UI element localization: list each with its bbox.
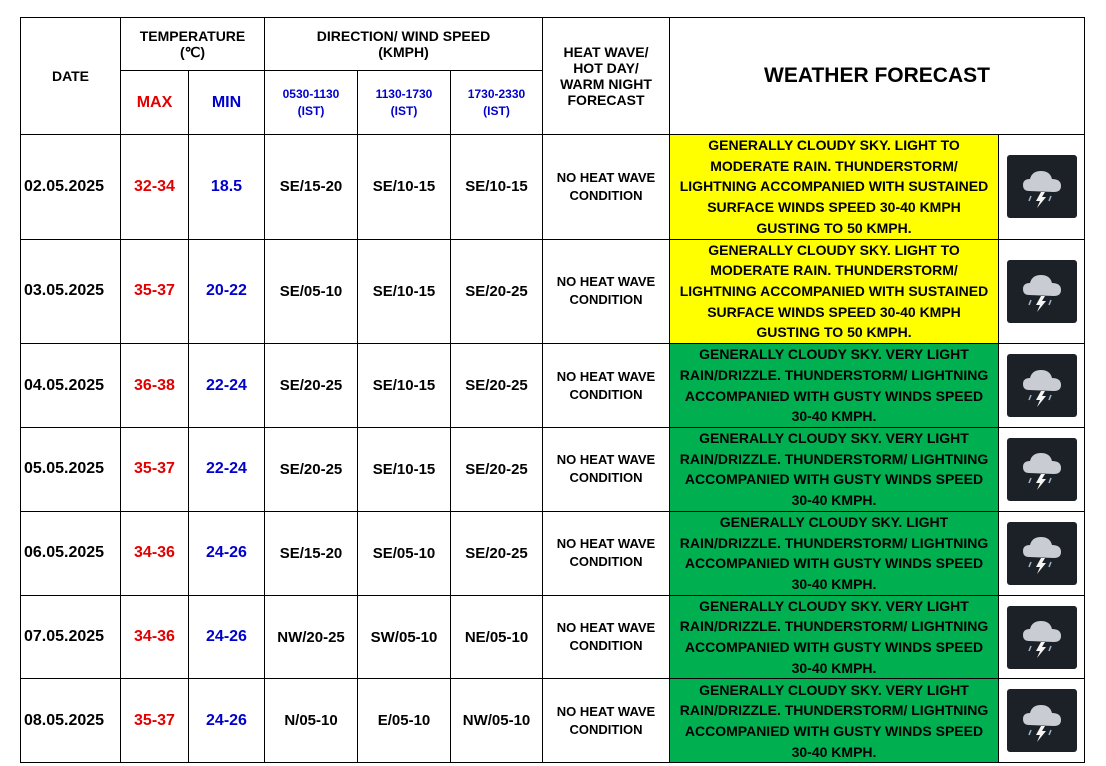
header-slot-3-ist: (IST) <box>483 103 510 118</box>
table-row <box>21 511 1085 595</box>
row-heatwave: NO HEAT WAVE CONDITION <box>543 344 670 428</box>
row-forecast-icon-cell <box>999 239 1085 344</box>
thunderstorm-icon <box>1007 438 1077 501</box>
header-temperature-unit: (℃) <box>179 44 206 60</box>
row-wind-slot-3: SE/20-25 <box>451 511 543 595</box>
row-forecast-text: GENERALLY CLOUDY SKY. LIGHT TO MODERATE RAIN. THUNDERSTORM/ LIGHTNING ACCOMPANIED WITH SUSTAINED SURFACE WINDS SPEED 30-40 KMPH GUSTING TO 50 KMPH. <box>670 135 999 240</box>
row-min-temp: 24-26 <box>189 511 265 595</box>
row-forecast-icon-cell <box>999 511 1085 595</box>
row-date: 07.05.2025 <box>21 595 121 679</box>
header-wind <box>265 18 543 71</box>
row-heatwave: NO HEAT WAVE CONDITION <box>543 135 670 240</box>
header-slot-2-ist: (IST) <box>390 103 418 118</box>
row-min-temp: 18.5 <box>189 135 265 240</box>
header-wind-unit: (KMPH) <box>378 44 429 60</box>
row-max-temp: 34-36 <box>121 595 189 679</box>
header-slot-3-time: 1730-2330 <box>467 86 526 101</box>
row-max-temp: 35-37 <box>121 428 189 512</box>
row-min-temp: 22-24 <box>189 344 265 428</box>
header-weather-forecast: WEATHER FORECAST <box>670 18 1085 135</box>
row-wind-slot-1: SE/05-10 <box>265 239 358 344</box>
row-wind-slot-3: SE/10-15 <box>451 135 543 240</box>
header-slot-1-ist: (IST) <box>297 103 325 118</box>
row-wind-slot-3: NW/05-10 <box>451 679 543 763</box>
row-forecast-text: GENERALLY CLOUDY SKY. VERY LIGHT RAIN/DRIZZLE. THUNDERSTORM/ LIGHTNING ACCOMPANIED WITH GUSTY WINDS SPEED 30-40 KMPH. <box>670 679 999 763</box>
forecast-table <box>20 17 1085 763</box>
thunderstorm-icon <box>1007 689 1077 752</box>
header-slot-2-time: 1130-1730 <box>375 86 433 101</box>
row-heatwave: NO HEAT WAVE CONDITION <box>543 595 670 679</box>
row-max-temp: 34-36 <box>121 511 189 595</box>
row-wind-slot-2: SE/05-10 <box>358 511 451 595</box>
row-forecast-text: GENERALLY CLOUDY SKY. LIGHT TO MODERATE RAIN. THUNDERSTORM/ LIGHTNING ACCOMPANIED WITH SUSTAINED SURFACE WINDS SPEED 30-40 KMPH GUSTING TO 50 KMPH. <box>670 239 999 344</box>
header-slot-2 <box>358 71 451 135</box>
header-max: MAX <box>121 71 189 135</box>
row-date: 06.05.2025 <box>21 511 121 595</box>
table-row <box>21 595 1085 679</box>
row-max-temp: 32-34 <box>121 135 189 240</box>
table-row <box>21 344 1085 428</box>
row-date: 05.05.2025 <box>21 428 121 512</box>
header-slot-1-time: 0530-1130 <box>282 86 340 101</box>
row-wind-slot-1: NW/20-25 <box>265 595 358 679</box>
header-wind-label: DIRECTION/ WIND SPEED <box>316 28 491 44</box>
row-date: 04.05.2025 <box>21 344 121 428</box>
header-temperature <box>121 18 265 71</box>
row-wind-slot-2: SE/10-15 <box>358 239 451 344</box>
row-date: 02.05.2025 <box>21 135 121 240</box>
row-forecast-icon-cell <box>999 135 1085 240</box>
row-wind-slot-3: SE/20-25 <box>451 428 543 512</box>
row-forecast-text: GENERALLY CLOUDY SKY. LIGHT RAIN/DRIZZLE. THUNDERSTORM/ LIGHTNING ACCOMPANIED WITH GUSTY WINDS SPEED 30-40 KMPH. <box>670 511 999 595</box>
header-slot-1 <box>265 71 358 135</box>
row-wind-slot-2: SE/10-15 <box>358 344 451 428</box>
header-min: MIN <box>189 71 265 135</box>
row-min-temp: 24-26 <box>189 595 265 679</box>
row-wind-slot-1: SE/15-20 <box>265 135 358 240</box>
row-forecast-icon-cell <box>999 428 1085 512</box>
row-min-temp: 24-26 <box>189 679 265 763</box>
row-wind-slot-2: SW/05-10 <box>358 595 451 679</box>
row-heatwave: NO HEAT WAVE CONDITION <box>543 239 670 344</box>
row-min-temp: 22-24 <box>189 428 265 512</box>
table-row <box>21 679 1085 763</box>
row-date: 03.05.2025 <box>21 239 121 344</box>
row-wind-slot-3: NE/05-10 <box>451 595 543 679</box>
row-forecast-icon-cell <box>999 679 1085 763</box>
row-heatwave: NO HEAT WAVE CONDITION <box>543 679 670 763</box>
row-heatwave: NO HEAT WAVE CONDITION <box>543 511 670 595</box>
thunderstorm-icon <box>1007 260 1077 323</box>
row-wind-slot-1: SE/15-20 <box>265 511 358 595</box>
row-forecast-text: GENERALLY CLOUDY SKY. VERY LIGHT RAIN/DRIZZLE. THUNDERSTORM/ LIGHTNING ACCOMPANIED WITH GUSTY WINDS SPEED 30-40 KMPH. <box>670 595 999 679</box>
row-date: 08.05.2025 <box>21 679 121 763</box>
header-slot-3 <box>451 71 543 135</box>
row-wind-slot-2: SE/10-15 <box>358 135 451 240</box>
row-wind-slot-3: SE/20-25 <box>451 344 543 428</box>
header-heatwave: HEAT WAVE/ HOT DAY/ WARM NIGHT FORECAST <box>543 18 670 135</box>
row-forecast-text: GENERALLY CLOUDY SKY. VERY LIGHT RAIN/DRIZZLE. THUNDERSTORM/ LIGHTNING ACCOMPANIED WITH GUSTY WINDS SPEED 30-40 KMPH. <box>670 344 999 428</box>
thunderstorm-icon <box>1007 606 1077 669</box>
row-wind-slot-2: E/05-10 <box>358 679 451 763</box>
row-wind-slot-2: SE/10-15 <box>358 428 451 512</box>
header-date: DATE <box>21 18 121 135</box>
row-forecast-text: GENERALLY CLOUDY SKY. VERY LIGHT RAIN/DRIZZLE. THUNDERSTORM/ LIGHTNING ACCOMPANIED WITH GUSTY WINDS SPEED 30-40 KMPH. <box>670 428 999 512</box>
row-max-temp: 35-37 <box>121 679 189 763</box>
row-max-temp: 36-38 <box>121 344 189 428</box>
table-row <box>21 428 1085 512</box>
row-min-temp: 20-22 <box>189 239 265 344</box>
row-wind-slot-3: SE/20-25 <box>451 239 543 344</box>
row-forecast-icon-cell <box>999 344 1085 428</box>
row-forecast-icon-cell <box>999 595 1085 679</box>
thunderstorm-icon <box>1007 522 1077 585</box>
header-temperature-label: TEMPERATURE <box>139 28 246 44</box>
row-wind-slot-1: N/05-10 <box>265 679 358 763</box>
row-wind-slot-1: SE/20-25 <box>265 428 358 512</box>
thunderstorm-icon <box>1007 155 1077 218</box>
row-heatwave: NO HEAT WAVE CONDITION <box>543 428 670 512</box>
row-wind-slot-1: SE/20-25 <box>265 344 358 428</box>
table-row <box>21 135 1085 240</box>
row-max-temp: 35-37 <box>121 239 189 344</box>
table-row <box>21 239 1085 344</box>
thunderstorm-icon <box>1007 354 1077 417</box>
